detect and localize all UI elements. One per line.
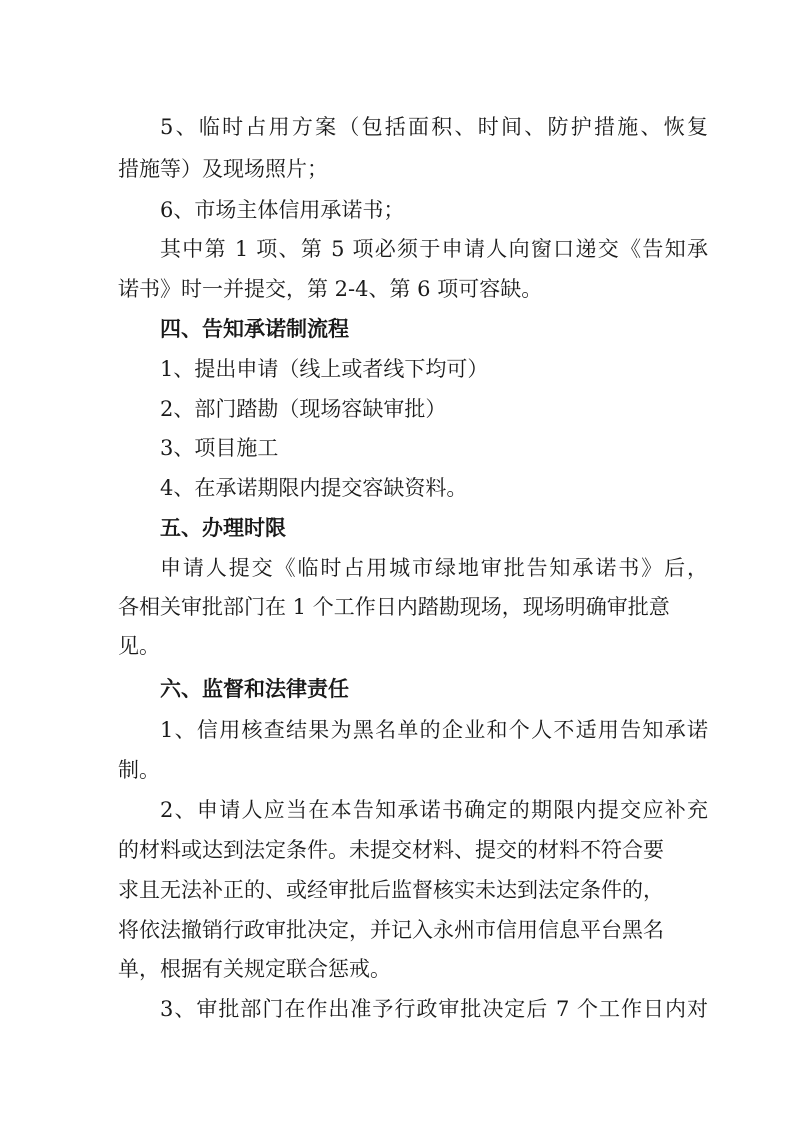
- text-line: 2、申请人应当在本告知承诺书确定的期限内提交应补充: [160, 798, 708, 822]
- text-line: 6、市场主体信用承诺书；: [160, 198, 405, 222]
- text-line: 的材料或达到法定条件。未提交材料、提交的材料不符合要: [118, 838, 664, 862]
- text-line: 诺书》时一并提交，第 2-4、第 6 项可容缺。: [118, 277, 543, 301]
- text-line: 求且无法补正的、或经审批后监督核实未达到法定条件的，: [118, 878, 664, 902]
- section-heading: 四、告知承诺制流程: [160, 317, 349, 341]
- text-line: 2、部门踏勘（现场容缺审批）: [160, 397, 447, 421]
- text-line: 3、审批部门在作出准予行政审批决定后 7 个工作日内对: [160, 997, 708, 1021]
- text-line: 申请人提交《临时占用城市绿地审批告知承诺书》后，: [160, 556, 708, 580]
- section-heading: 五、办理时限: [160, 516, 286, 540]
- text-line: 单，根据有关规定联合惩戒。: [118, 957, 391, 981]
- section-heading: 六、监督和法律责任: [160, 677, 349, 701]
- text-line: 4、在承诺期限内提交容缺资料。: [160, 476, 468, 500]
- text-line: 制。: [118, 758, 160, 782]
- text-line: 5、临时占用方案（包括面积、时间、防护措施、恢复: [160, 115, 708, 139]
- text-line: 见。: [118, 634, 160, 658]
- text-line: 其中第 1 项、第 5 项必须于申请人向窗口递交《告知承: [160, 237, 708, 261]
- text-line: 1、提出申请（线上或者线下均可）: [160, 357, 489, 381]
- text-line: 1、信用核查结果为黑名单的企业和个人不适用告知承诺: [160, 718, 708, 742]
- text-line: 将依法撤销行政审批决定，并记入永州市信用信息平台黑名: [118, 918, 664, 942]
- text-line: 3、项目施工: [160, 436, 279, 460]
- text-line: 各相关审批部门在 1 个工作日内踏勘现场，现场明确审批意: [118, 595, 670, 619]
- text-line: 措施等）及现场照片；: [118, 157, 328, 181]
